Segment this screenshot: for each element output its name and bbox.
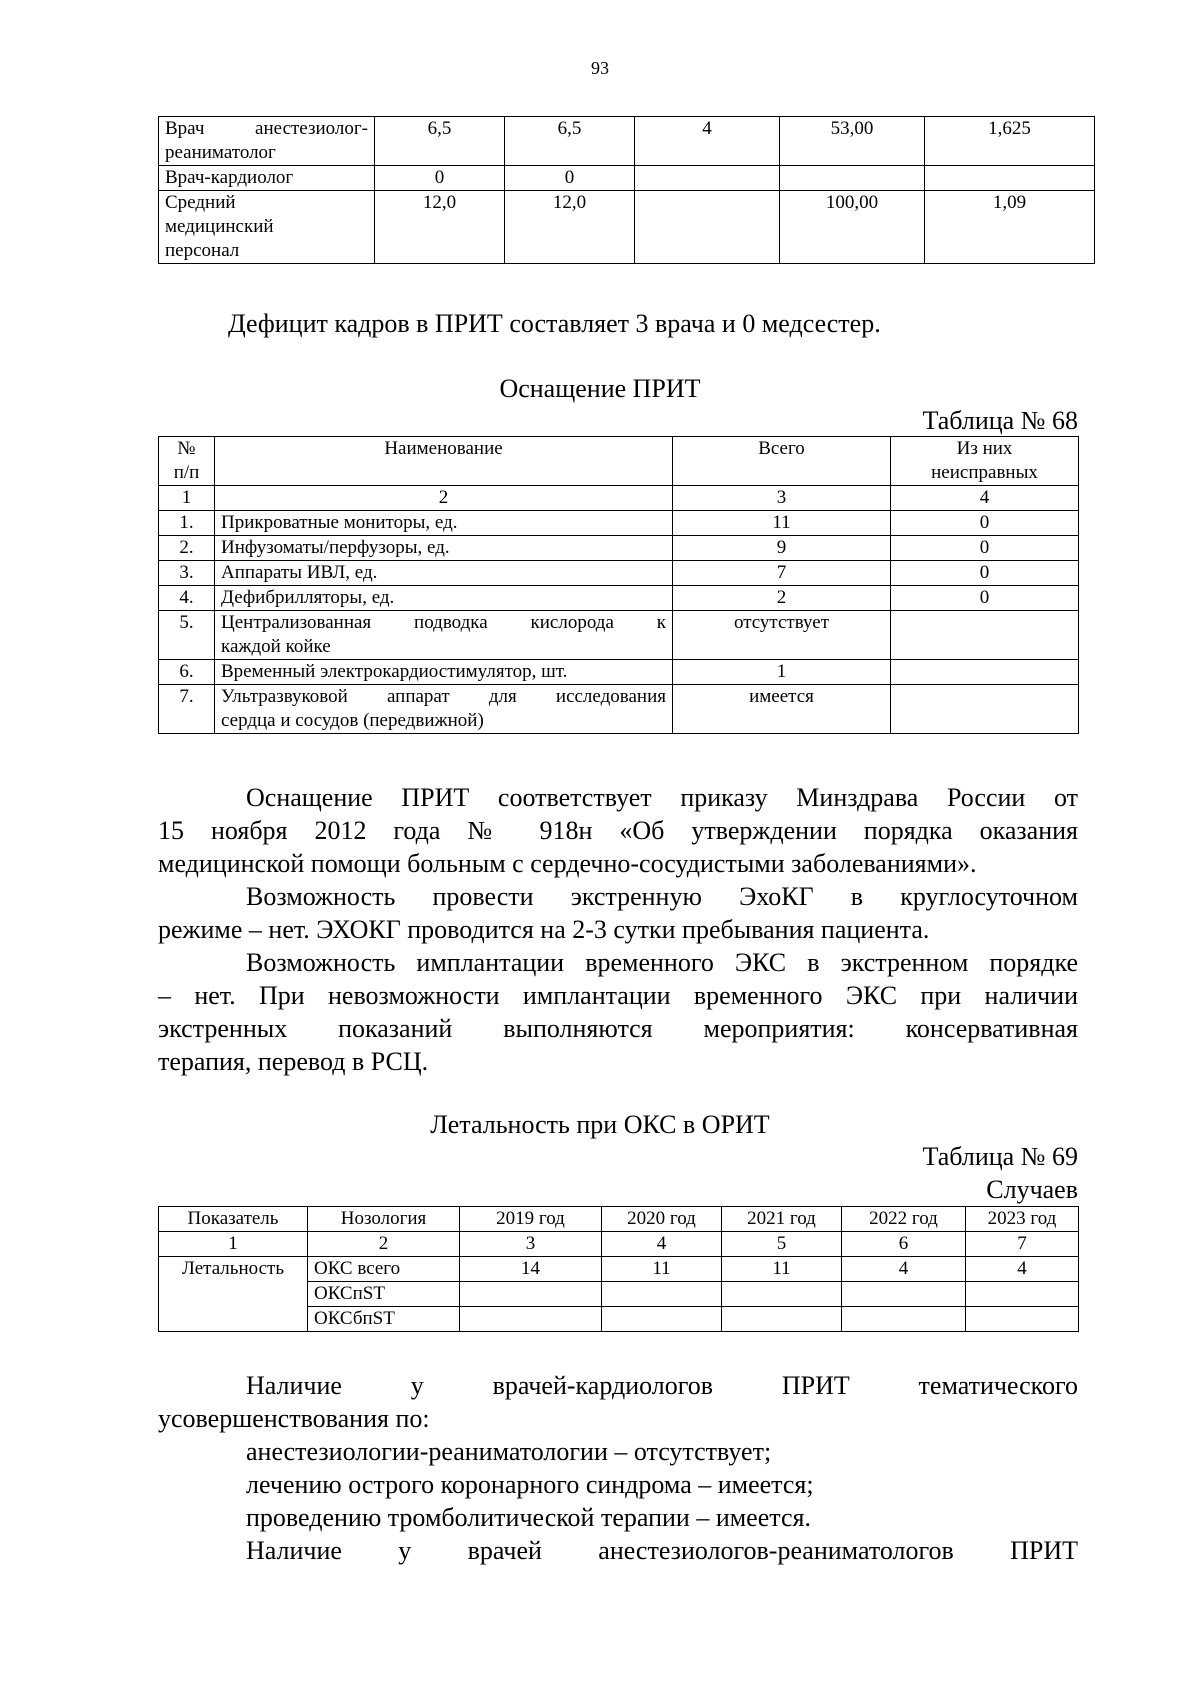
table-cell: Временный электрокардиостимулятор, шт. [215, 660, 673, 685]
equipment-title: Оснащение ПРИТ [499, 374, 701, 403]
table-header-row [159, 1207, 1079, 1232]
table-cell [460, 1282, 602, 1307]
indicator-cell: Летальность [159, 1257, 308, 1332]
mortality-unit: Случаев [986, 1175, 1078, 1204]
table-cell: 6. [159, 660, 215, 685]
table-cell: 11 [722, 1257, 842, 1282]
table-cell: 3. [159, 561, 215, 586]
table-cell: 12,0 [375, 191, 505, 264]
deficit-text: Дефицит кадров в ПРИТ составляет 3 врача и 0 медсестер. [228, 309, 881, 338]
page-number: 93 [591, 58, 609, 78]
table-cell: 1. [159, 511, 215, 536]
table-cell: 0 [891, 536, 1079, 561]
table-cell: 2 [308, 1232, 460, 1257]
mortality-table [158, 1206, 1079, 1332]
staff-name-cell: Врач-кардиолог [159, 166, 375, 191]
list-item: лечению острого коронарного синдрома – имеется; [246, 1470, 814, 1499]
table-row [159, 166, 1095, 191]
table-cell: 4. [159, 586, 215, 611]
header-total: Всего [673, 437, 891, 486]
table-cell: 12,0 [505, 191, 635, 264]
table-cell: Дефибрилляторы, ед. [215, 586, 673, 611]
mortality-table-label: Таблица № 69 [922, 1142, 1078, 1171]
table-cell: 4 [635, 117, 780, 166]
table-row [159, 660, 1079, 685]
staff-table [158, 116, 1095, 264]
table-cell: 1 [159, 486, 215, 511]
table-cell: 100,00 [780, 191, 925, 264]
table-cell [891, 611, 1079, 660]
table-cell: 0 [891, 511, 1079, 536]
table-cell: 1 [673, 660, 891, 685]
equipment-table-label: Таблица № 68 [922, 406, 1078, 435]
header-broken: Из них неисправных [891, 437, 1079, 486]
table-header-row [159, 437, 1079, 486]
table-cell: 7 [966, 1232, 1079, 1257]
table-cell: 7 [673, 561, 891, 586]
table-cell: 9 [673, 536, 891, 561]
table-cell: Прикроватные мониторы, ед. [215, 511, 673, 536]
para-training: Наличие у врачей-кардиологов ПРИТ тематического усовершенствования по: анестезиологии-реаниматологии – отсутствует; лечению острого коронарного синдрома – имеется; проведению тромболитической терапии – имеется. Наличие у врачей анестезиологов-реаниматологов ПРИТ [158, 1371, 1078, 1565]
table-cell [966, 1282, 1079, 1307]
list-item: анестезиологии-реаниматологии – отсутствует; [246, 1437, 772, 1466]
table-row [159, 561, 1079, 586]
table-cell: 0 [891, 561, 1079, 586]
header-year: 2021 год [722, 1207, 842, 1232]
list-item: проведению тромболитической терапии – имеется. [246, 1503, 811, 1532]
table-cell [722, 1307, 842, 1332]
header-year: 2019 год [460, 1207, 602, 1232]
table-cell: 5. [159, 611, 215, 660]
table-cell: Инфузоматы/перфузоры, ед. [215, 536, 673, 561]
table-cell [460, 1307, 602, 1332]
table-index-row [159, 486, 1079, 511]
mortality-title: Летальность при ОКС в ОРИТ [430, 1110, 770, 1139]
table-row [159, 1257, 1079, 1282]
table-cell: ОКСбпST [308, 1307, 460, 1332]
table-cell: 1 [159, 1232, 308, 1257]
table-cell [842, 1282, 966, 1307]
table-cell [602, 1307, 722, 1332]
table-cell [842, 1307, 966, 1332]
header-nosology: Нозология [308, 1207, 460, 1232]
table-row [159, 117, 1095, 166]
staff-name-cell: Врач анестезиолог- реаниматолог [159, 117, 375, 166]
header-year: 2020 год [602, 1207, 722, 1232]
table-cell: 2 [215, 486, 673, 511]
para-echo: Возможность провести экстренную ЭхоКГ в круглосуточном режиме – нет. ЭХОКГ проводится на 2-3 сутки пребывания пациента. [158, 882, 1078, 944]
para-pacing: Возможность имплантации временного ЭКС в экстренном порядке – нет. При невозможности имплантации временного ЭКС при наличии экстренных показаний выполняются мероприятия: консервативная терапия, перевод в РСЦ. [158, 948, 1078, 1076]
table-cell [722, 1282, 842, 1307]
table-cell [602, 1282, 722, 1307]
table-cell: 14 [460, 1257, 602, 1282]
table-cell [925, 166, 1095, 191]
header-num: № п/п [159, 437, 215, 486]
table-cell: 5 [722, 1232, 842, 1257]
table-cell: 2. [159, 536, 215, 561]
table-cell: 0 [891, 586, 1079, 611]
table-row [159, 586, 1079, 611]
table-cell: имеется [673, 685, 891, 734]
table-cell: 0 [375, 166, 505, 191]
table-cell [966, 1307, 1079, 1332]
para-equipment-compliance: Оснащение ПРИТ соответствует приказу Минздрава России от 15 ноября 2012 года № 918н «Об утверждении порядка оказания медицинской помощи больным с сердечно-сосудистыми заболеваниями». [158, 783, 1078, 878]
staff-name-cell: Средний медицинский персонал [159, 191, 375, 264]
table-cell: отсутствует [673, 611, 891, 660]
table-cell: ОКС всего [308, 1257, 460, 1282]
table-cell: 4 [842, 1257, 966, 1282]
table-cell: 4 [602, 1232, 722, 1257]
table-cell [635, 166, 780, 191]
table-cell: 2 [673, 586, 891, 611]
table-cell [780, 166, 925, 191]
table-cell [891, 660, 1079, 685]
table-cell [891, 685, 1079, 734]
table-cell: 3 [460, 1232, 602, 1257]
table-cell: Ультразвуковой аппарат для исследования сердца и сосудов (передвижной) [215, 685, 673, 734]
table-cell: ОКСпST [308, 1282, 460, 1307]
table-cell: Аппараты ИВЛ, ед. [215, 561, 673, 586]
table-cell: 7. [159, 685, 215, 734]
table-cell: 6,5 [505, 117, 635, 166]
table-row [159, 685, 1079, 734]
table-row [159, 191, 1095, 264]
table-row [159, 511, 1079, 536]
header-name: Наименование [215, 437, 673, 486]
table-cell: 53,00 [780, 117, 925, 166]
table-cell: 6,5 [375, 117, 505, 166]
header-year: 2022 год [842, 1207, 966, 1232]
header-year: 2023 год [966, 1207, 1079, 1232]
table-row [159, 611, 1079, 660]
table-cell: 1,625 [925, 117, 1095, 166]
header-indicator: Показатель [159, 1207, 308, 1232]
table-cell: 0 [505, 166, 635, 191]
table-cell: 6 [842, 1232, 966, 1257]
table-index-row [159, 1232, 1079, 1257]
table-cell: 1,09 [925, 191, 1095, 264]
table-cell: Централизованная подводка кислорода к каждой койке [215, 611, 673, 660]
table-cell: 11 [602, 1257, 722, 1282]
table-cell: 11 [673, 511, 891, 536]
table-row [159, 536, 1079, 561]
equipment-table [158, 436, 1079, 734]
table-cell: 4 [891, 486, 1079, 511]
table-cell: 3 [673, 486, 891, 511]
table-cell: 4 [966, 1257, 1079, 1282]
table-cell [635, 191, 780, 264]
